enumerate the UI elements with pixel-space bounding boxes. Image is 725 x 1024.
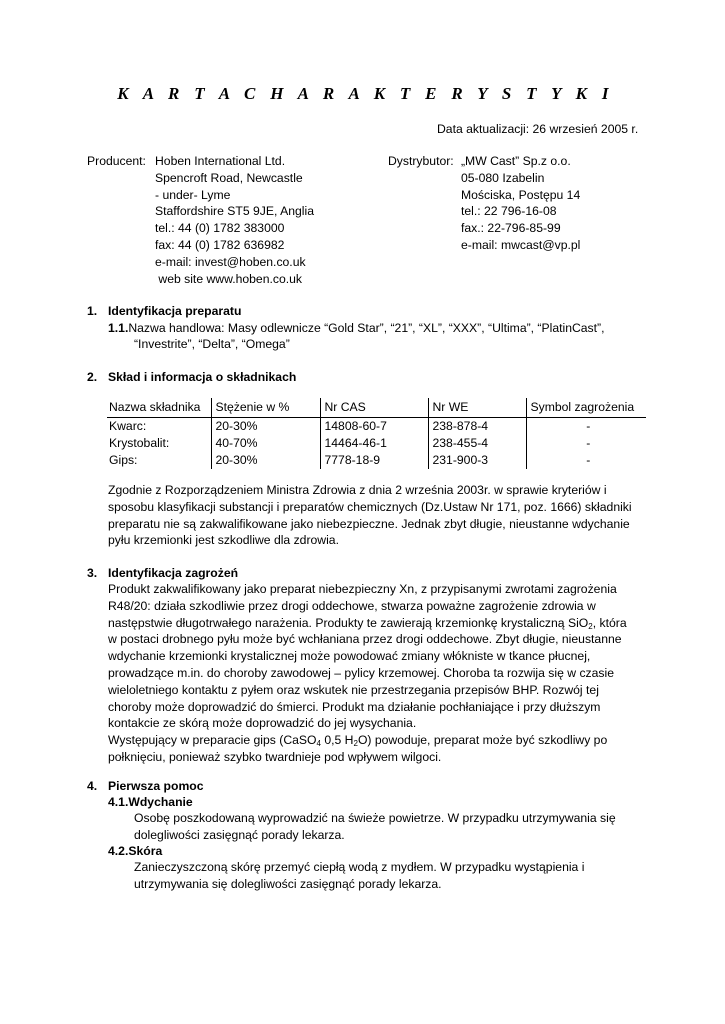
section-2-heading: Skład i informacja o składnikach [108, 370, 297, 384]
distributor-label: Dystrybutor: [388, 154, 454, 168]
distributor-line: „MW Cast” Sp.z o.o. [461, 154, 571, 168]
section-4-2-text [134, 859, 584, 893]
table-cell: 20-30% [211, 418, 320, 436]
section-2-number: 2. [87, 370, 98, 384]
distributor-line: 05-080 Izabelin [461, 170, 545, 185]
section-4-heading: Pierwsza pomoc [108, 779, 204, 793]
table-cell: Krystobalit: [109, 436, 170, 450]
paragraph-text: Występujący w preparacie gips (CaSO [108, 733, 317, 748]
column-header: Nr CAS [320, 398, 428, 418]
section-4-number: 4. [87, 779, 98, 793]
trade-names-cont: “Investrite”, “Delta”, “Omega” [134, 337, 290, 351]
section-1-heading: Identyfikacja preparatu [108, 304, 242, 318]
paragraph-line [108, 732, 627, 749]
column-header: Nr WE [428, 398, 526, 418]
paragraph-line: w postaci drobnego pyłu może być wchłaniana przez drogi oddechowe. Zbyt długie, nieustanne [108, 632, 622, 647]
paragraph-line: Produkt zakwalifikowany jako preparat niebezpieczny Xn, z przypisanymi zwrotami zagrożenia [108, 582, 617, 596]
table-cell: Kwarc: [109, 419, 147, 433]
paragraph-text: następstwie długotrwałego narażenia. Produkty te zawierają krzemionkę krystaliczną SiO [108, 615, 589, 630]
distributor-address [461, 153, 580, 254]
producer-website: web site www.hoben.co.uk [155, 271, 303, 286]
paragraph-line: preparatu nie są zakwalifikowane jako niebezpieczne. Jednak zbyt długie, nieustanne wdychanie [108, 516, 630, 531]
paragraph-text: , która [592, 615, 627, 630]
table-cell: 7778-18-9 [320, 452, 428, 469]
section-2-paragraph [108, 482, 632, 549]
table-cell: 231-900-3 [428, 452, 526, 469]
paragraph-line: prowadzące m.in. do choroby zawodowej – pylicy krzemowej. Choroba ta rozwija się w czasie [108, 665, 615, 680]
producer-line: Staffordshire ST5 9JE, Anglia [155, 204, 314, 219]
composition-table [107, 398, 646, 469]
paragraph-line: Osobę poszkodowaną wyprowadzić na świeże powietrze. W przypadku utrzymywania się [134, 811, 616, 825]
producer-line: Spencroft Road, Newcastle [155, 170, 303, 185]
table-cell: - [526, 452, 646, 469]
section-4-2-title: Skóra [128, 844, 163, 858]
table-cell: Gips: [109, 453, 138, 467]
paragraph-line: połknięciu, ponieważ szybko twardnieje pod wpływem wilgoci. [108, 749, 442, 764]
document-title: K A R T A C H A R A K T E R Y S T Y K I [117, 84, 614, 103]
producer-email: e-mail: invest@hoben.co.uk [155, 254, 306, 269]
section-4-1-text [134, 810, 616, 844]
producer-line: fax: 44 (0) 1782 636982 [155, 237, 285, 252]
table-cell: 40-70% [211, 435, 320, 452]
table-row [107, 418, 646, 436]
paragraph-line [108, 615, 627, 632]
paragraph-line: Zanieczyszczoną skórę przemyć ciepłą wodą z mydłem. W przypadku wystąpienia i [134, 860, 585, 874]
table-header-row [107, 398, 646, 418]
paragraph-line: sposobu klasyfikacji substancji i preparatów chemicznych (Dz.Ustaw Nr 171, poz. 1666) składniki [108, 499, 632, 514]
distributor-line: tel.: 22 796-16-08 [461, 204, 557, 219]
table-cell: - [526, 435, 646, 452]
paragraph-line: Zgodnie z Rozporządzeniem Ministra Zdrowia z dnia 2 września 2003r. w sprawie kryteriów i [108, 483, 607, 497]
subscript: 2 [353, 739, 358, 749]
paragraph-text: 0,5 H [320, 733, 354, 748]
producer-line: Hoben International Ltd. [155, 154, 286, 168]
column-header: Nazwa składnika [107, 398, 211, 418]
table-cell: - [526, 418, 646, 436]
section-4-2-heading [108, 843, 162, 860]
section-4-2-number: 4.2. [108, 844, 129, 858]
table-cell: 238-878-4 [428, 418, 526, 436]
producer-label: Producent: [87, 154, 146, 168]
paragraph-line: R48/20: działa szkodliwie przez drogi oddechowe, stwarza poważne zagrożenie zdrowia w [108, 598, 596, 613]
paragraph-line: choroby może doprowadzić do śmierci. Produkt ma działanie pochłaniające i przy dłuższym [108, 699, 601, 714]
section-1-1-line [108, 320, 604, 337]
section-4-1-heading [108, 794, 193, 811]
table-cell: 14464-46-1 [320, 435, 428, 452]
table-row [107, 452, 646, 469]
distributor-line: fax.: 22-796-85-99 [461, 221, 561, 236]
section-1-1-number: 1.1. [108, 321, 129, 335]
subscript: 4 [316, 739, 321, 749]
producer-line: tel.: 44 (0) 1782 383000 [155, 221, 285, 236]
section-1-number: 1. [87, 304, 98, 318]
section-3-paragraph [108, 581, 627, 766]
section-4-1-title: Wdychanie [128, 795, 193, 809]
paragraph-line: wdychanie krzemionki krystalicznej może powodować zmiany włókniste w tkance płucnej, [108, 649, 591, 664]
paragraph-line: utrzymywania się dolegliwości zasięgnąć porady lekarza. [134, 876, 442, 891]
paragraph-line: wieloletniego kontaktu z pyłem oraz wskutek nie przestrzegania przepisów BHP. Rozwój tej [108, 682, 599, 697]
paragraph-text: O) powoduje, preparat może być szkodliwy po [357, 733, 608, 748]
paragraph-line: pyłu krzemionki jest szkodliwe dla zdrowia. [108, 533, 339, 548]
producer-line: - under- Lyme [155, 187, 231, 202]
paragraph-line: dolegliwości zasięgnąć porady lekarza. [134, 827, 345, 842]
table-cell: 20-30% [211, 452, 320, 469]
section-3-number: 3. [87, 566, 98, 580]
table-cell: 238-455-4 [428, 435, 526, 452]
section-4-1-number: 4.1. [108, 795, 129, 809]
distributor-line: Mościska, Postępu 14 [461, 187, 581, 202]
trade-names: Nazwa handlowa: Masy odlewnicze “Gold Star”, “21”, “XL”, “XXX”, “Ultima”, “PlatinCast”, [128, 321, 605, 335]
column-header: Symbol zagrożenia [526, 398, 646, 418]
distributor-email: e-mail: mwcast@vp.pl [461, 237, 581, 252]
producer-address [155, 153, 314, 287]
table-cell: 14808-60-7 [320, 418, 428, 436]
section-3-heading: Identyfikacja zagrożeń [108, 566, 239, 580]
column-header: Stężenie w % [211, 398, 320, 418]
paragraph-line: kontakcie ze skórą może doprowadzić do jej wysychania. [108, 716, 417, 731]
table-row [107, 435, 646, 452]
subscript: 2 [588, 621, 593, 631]
update-date: Data aktualizacji: 26 wrzesień 2005 r. [437, 122, 639, 136]
